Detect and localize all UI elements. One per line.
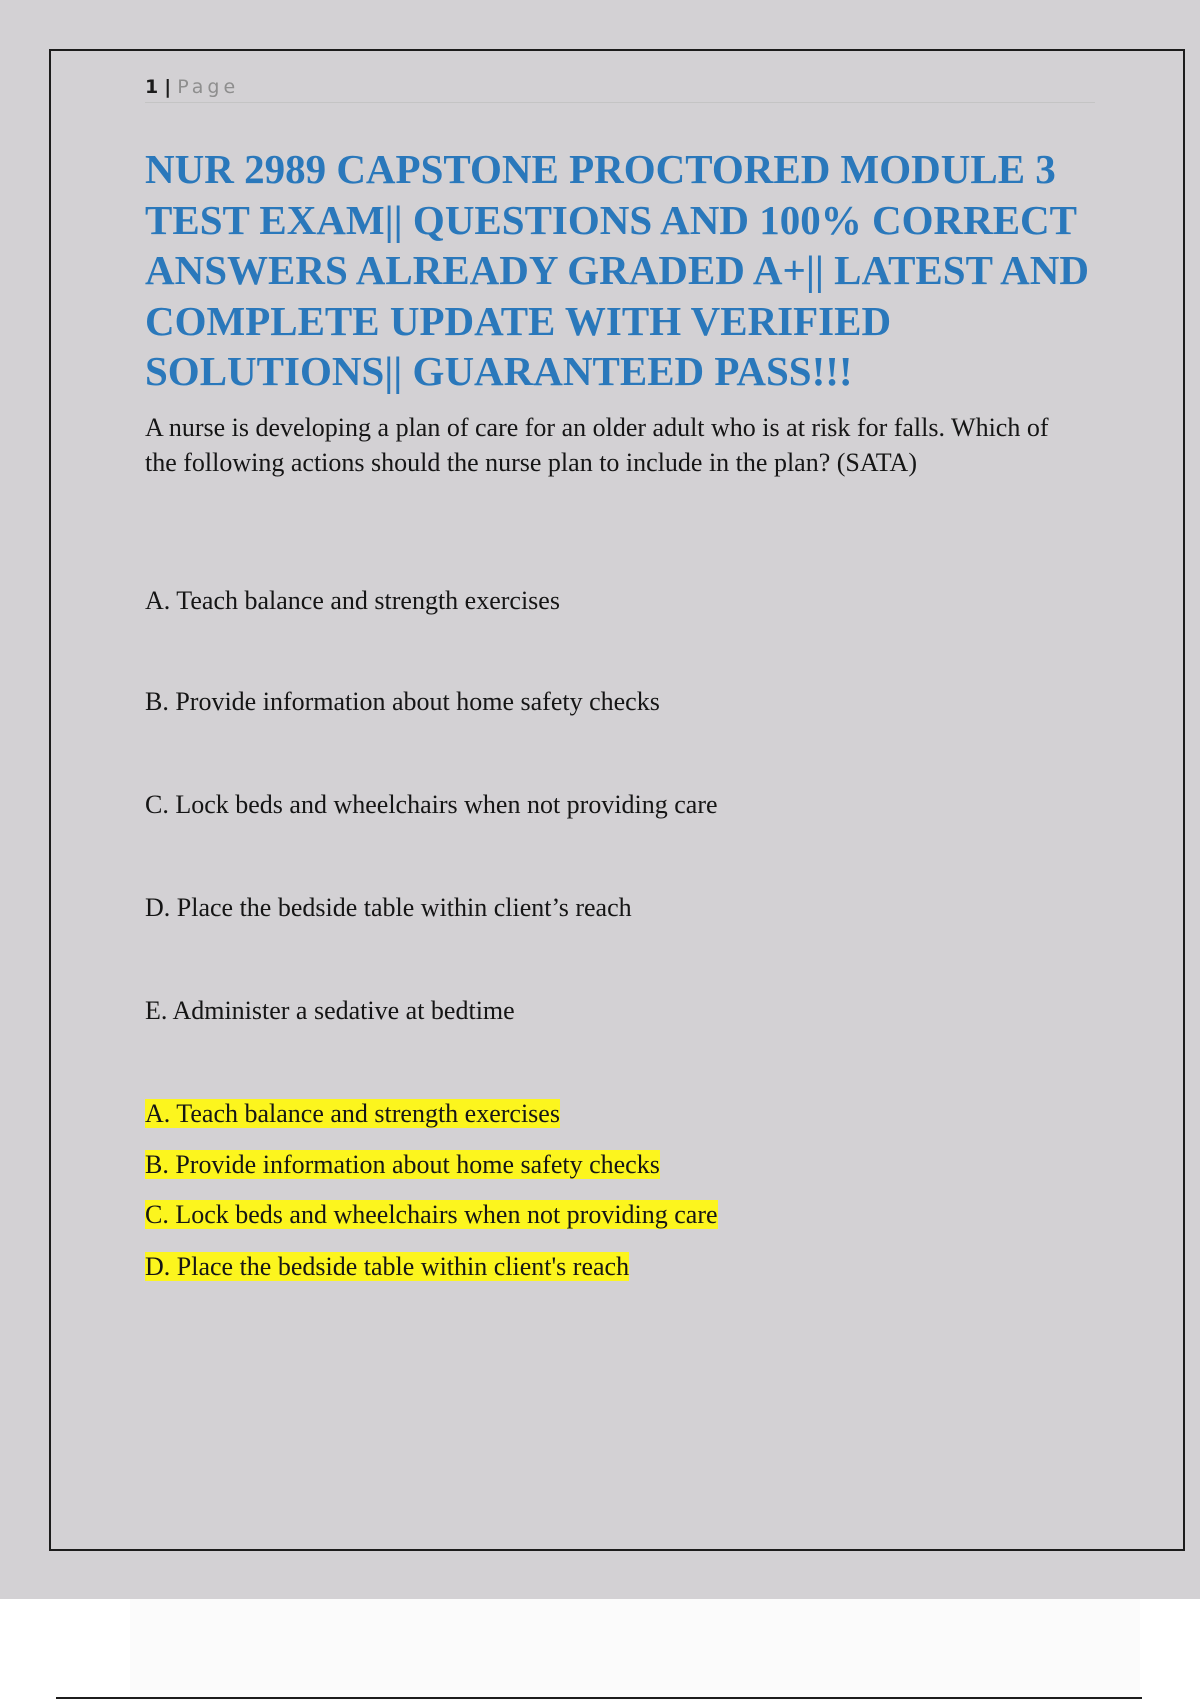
option-a: A. Teach balance and strength exercises [145,586,560,615]
answer-d [145,1250,629,1284]
next-page-strip [130,1599,1140,1700]
option-c: C. Lock beds and wheelchairs when not providing care [145,790,718,819]
option-d: D. Place the bedside table within client’s reach [145,893,632,922]
question-text: A nurse is developing a plan of care for an older adult who is at risk for falls. Which of the following actions should the nurse plan to include in the plan? (SATA) [145,413,1049,477]
page-number: 1 [145,76,159,98]
answer-c-highlight: C. Lock beds and wheelchairs when not providing care [145,1200,718,1229]
answer-b-highlight: B. Provide information about home safety checks [145,1150,660,1179]
header-separator: | [164,76,172,98]
answer-a [145,1097,560,1131]
answer-c [145,1198,718,1232]
answer-d-highlight: D. Place the bedside table within client's reach [145,1252,630,1281]
document-title: NUR 2989 CAPSTONE PROCTORED MODULE 3 TEST EXAM|| QUESTIONS AND 100% CORRECT ANSWERS ALREADY GRADED A+|| LATEST AND COMPLETE UPDATE WITH VERIFIED SOLUTIONS|| GUARANTEED PASS!!! [145,146,1090,394]
answer-b [145,1148,660,1182]
option-e: E. Administer a sedative at bedtime [145,996,515,1025]
option-b: B. Provide information about home safety checks [145,687,660,716]
page-header [145,72,1095,103]
answer-a-highlight: A. Teach balance and strength exercises [145,1099,560,1128]
page-label: Page [177,76,240,98]
next-page-rule [56,1697,1142,1699]
